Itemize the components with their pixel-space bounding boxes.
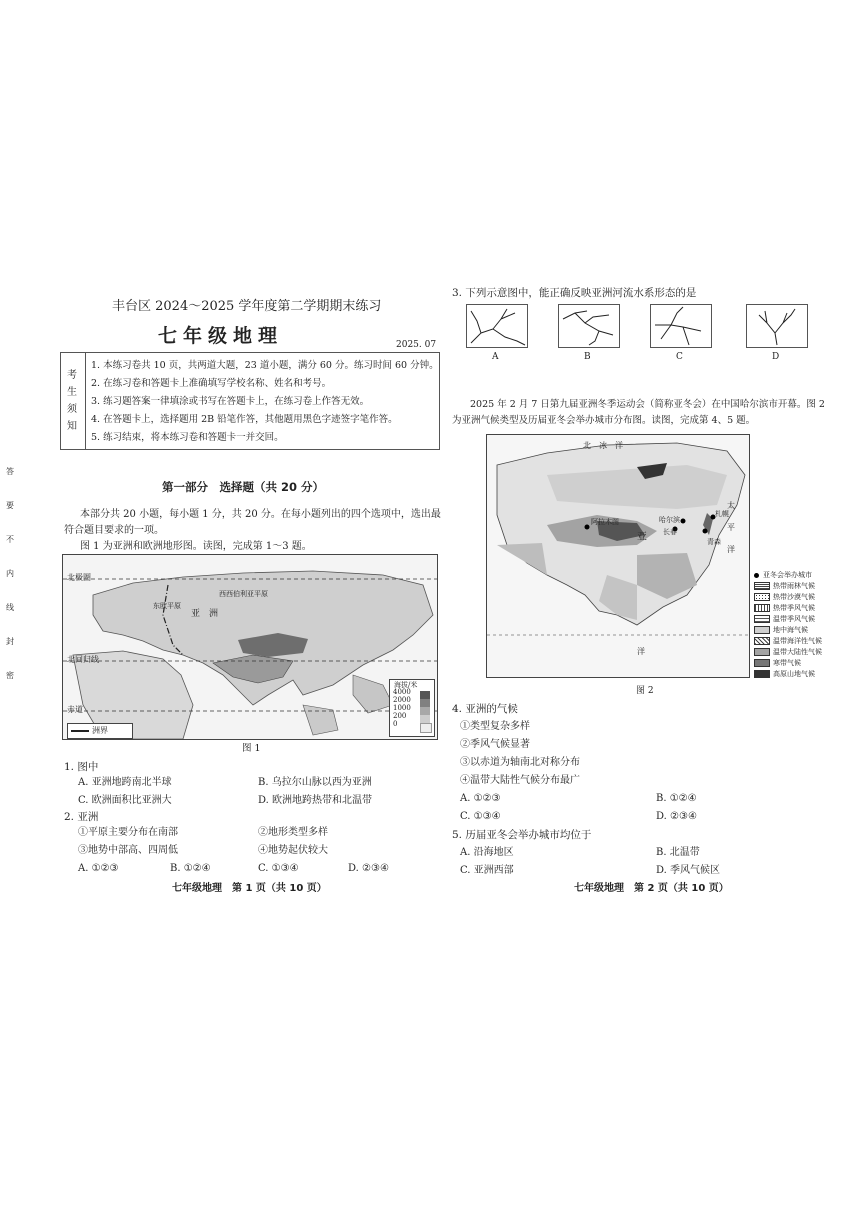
q5-option-d: D. 季风气候区: [656, 865, 721, 876]
legend-item: 热带季风气候: [754, 603, 815, 613]
q2-statement: ③地势中部高、四周低: [78, 845, 178, 856]
legend-item: 寒带气候: [754, 658, 801, 668]
river-diagram-d: [746, 304, 808, 348]
east-europe-label: 东欧平原: [153, 602, 181, 610]
legend-item: 高原山地气候: [754, 669, 815, 679]
legend-item: 温带海洋性气候: [754, 636, 822, 646]
notice-item: 5. 练习结束，将本练习卷和答题卡一并交回。: [91, 432, 284, 443]
figure2-map: [486, 434, 750, 678]
q5-stem: 5. 历届亚冬会举办城市均位于: [452, 829, 592, 841]
figure-intro: 图 1 为亚洲和欧洲地形图。读图，完成第 1～3 题。: [80, 541, 312, 552]
q1-option-d: D. 欧洲地跨热带和北温带: [258, 795, 373, 806]
notice-box: [60, 352, 440, 450]
asia-label: 亚: [637, 532, 647, 543]
legend-item: 温带季风气候: [754, 614, 815, 624]
q3-label-d: D: [772, 352, 780, 362]
page-footer: 七年级地理 第 2 页（共 10 页）: [574, 883, 729, 894]
notice-label: 考 生 须 知: [67, 370, 77, 432]
tropic-label: 北回归线: [67, 655, 99, 664]
q2-option-c: C. ①③④: [258, 863, 299, 874]
almaty-label: 阿拉木图: [591, 518, 619, 526]
part-title: 第一部分 选择题（共 20 分）: [162, 480, 325, 494]
elevation-legend: 海拔/米 4000 2000 1000 200 0: [389, 679, 435, 737]
pacific-label: 太 平 洋: [727, 501, 743, 554]
subject-title: 七年级地理: [158, 325, 284, 347]
q4-stem: 4. 亚洲的气候: [452, 703, 518, 715]
legend-item: 温带大陆性气候: [754, 647, 822, 657]
west-siberia-label: 西西伯利亚平原: [219, 590, 268, 598]
q4-statement: ③以赤道为轴南北对称分布: [460, 757, 580, 768]
part-intro: 符合题目要求的一项。: [64, 525, 164, 536]
passage: 为亚洲气候类型及历届亚冬会举办城市分布图。读图，完成第 4、5 题。: [452, 415, 756, 426]
q1-option-a: A. 亚洲地跨南北半球: [78, 777, 172, 788]
margin-char: 要: [6, 501, 14, 510]
climate-legend: [752, 570, 832, 680]
arctic-ocean-label: 北 冰 洋: [583, 441, 623, 450]
arctic-circle-label: 北极圈: [67, 573, 91, 582]
q4-option-c: C. ①③④: [460, 811, 501, 822]
part-intro: 本部分共 20 小题，每小题 1 分，共 20 分。在每小题列出的四个选项中，选出最: [80, 509, 441, 520]
changchun-label: 长春: [663, 528, 677, 536]
q2-statement: ②地形类型多样: [258, 827, 328, 838]
q4-statement: ②季风气候显著: [460, 739, 530, 750]
figure1-map: [62, 554, 438, 740]
asia-europe-terrain-map: [63, 555, 437, 739]
q3-stem: 3. 下列示意图中，能正确反映亚洲河流水系形态的是: [452, 287, 697, 299]
right-page: [440, 0, 860, 1215]
q1-stem: 1. 图中: [64, 761, 99, 773]
figure2-caption: 图 2: [636, 686, 654, 696]
page-footer: 七年级地理 第 1 页（共 10 页）: [172, 883, 327, 894]
q2-statement: ①平原主要分布在南部: [78, 827, 178, 838]
margin-char: 线: [6, 603, 14, 612]
river-diagram-b: [558, 304, 620, 348]
q3-label-a: A: [492, 352, 499, 362]
river-diagram-c: [650, 304, 712, 348]
ocean-label: 洋: [637, 647, 645, 656]
margin-char: 密: [6, 671, 14, 680]
city-dot-icon: [754, 573, 759, 578]
legend-item: 热带沙漠气候: [754, 592, 815, 602]
q4-option-a: A. ①②③: [460, 793, 501, 804]
equator-label: 赤道: [67, 705, 83, 714]
q1-option-b: B. 乌拉尔山脉以西为亚洲: [258, 777, 372, 788]
margin-char: 内: [6, 569, 14, 578]
exam-date: 2025. 07: [396, 340, 437, 350]
q2-option-b: B. ①②④: [170, 863, 211, 874]
notice-divider: [85, 353, 86, 449]
boundary-line-icon: [71, 730, 89, 732]
asia-label: 亚 洲: [191, 609, 219, 619]
sapporo-label: 札幌: [715, 510, 729, 518]
q2-stem: 2. 亚洲: [64, 811, 99, 823]
q3-label-c: C: [676, 352, 683, 362]
legend-item: 热带雨林气候: [754, 581, 815, 591]
margin-char: 答: [6, 467, 14, 476]
q3-label-b: B: [584, 352, 591, 362]
q4-option-d: D. ②③④: [656, 811, 697, 822]
margin-char: 不: [6, 535, 14, 544]
asia-climate-map: [487, 435, 749, 677]
notice-item: 3. 练习题答案一律填涂或书写在答题卡上，在练习卷上作答无效。: [91, 396, 370, 407]
q2-option-a: A. ①②③: [78, 863, 119, 874]
harbin-label: 哈尔滨: [659, 516, 680, 524]
margin-char: 封: [6, 637, 14, 646]
boundary-legend: 洲界: [67, 723, 133, 739]
river-diagram-a: [466, 304, 528, 348]
q4-option-b: B. ①②④: [656, 793, 697, 804]
q4-statement: ④温带大陆性气候分布最广: [460, 775, 580, 786]
q4-statement: ①类型复杂多样: [460, 721, 530, 732]
exam-title: 丰台区 2024～2025 学年度第二学期期末练习: [112, 299, 382, 314]
notice-item: 2. 在练习卷和答题卡上准确填写学校名称、姓名和考号。: [91, 378, 332, 389]
q1-option-c: C. 欧洲面积比亚洲大: [78, 795, 172, 806]
q5-option-b: B. 北温带: [656, 847, 700, 858]
q2-statement: ④地势起伏较大: [258, 845, 328, 856]
notice-item: 4. 在答题卡上，选择题用 2B 铅笔作答，其他题用黑色字迹签字笔作答。: [91, 414, 398, 425]
q5-option-a: A. 沿海地区: [460, 847, 514, 858]
q5-option-c: C. 亚洲西部: [460, 865, 514, 876]
q2-option-d: D. ②③④: [348, 863, 389, 874]
legend-item: 地中海气候: [754, 625, 808, 635]
notice-item: 1. 本练习卷共 10 页，共两道大题，23 道小题，满分 60 分。练习时间 60 分钟。: [91, 360, 439, 371]
passage: 2025 年 2 月 7 日第九届亚洲冬季运动会（简称亚冬会）在中国哈尔滨市开幕。图 2: [470, 399, 825, 410]
aomori-label: 青森: [707, 538, 721, 546]
legend-host-city: 亚冬会举办城市: [754, 570, 812, 580]
figure1-caption: 图 1: [242, 743, 261, 754]
